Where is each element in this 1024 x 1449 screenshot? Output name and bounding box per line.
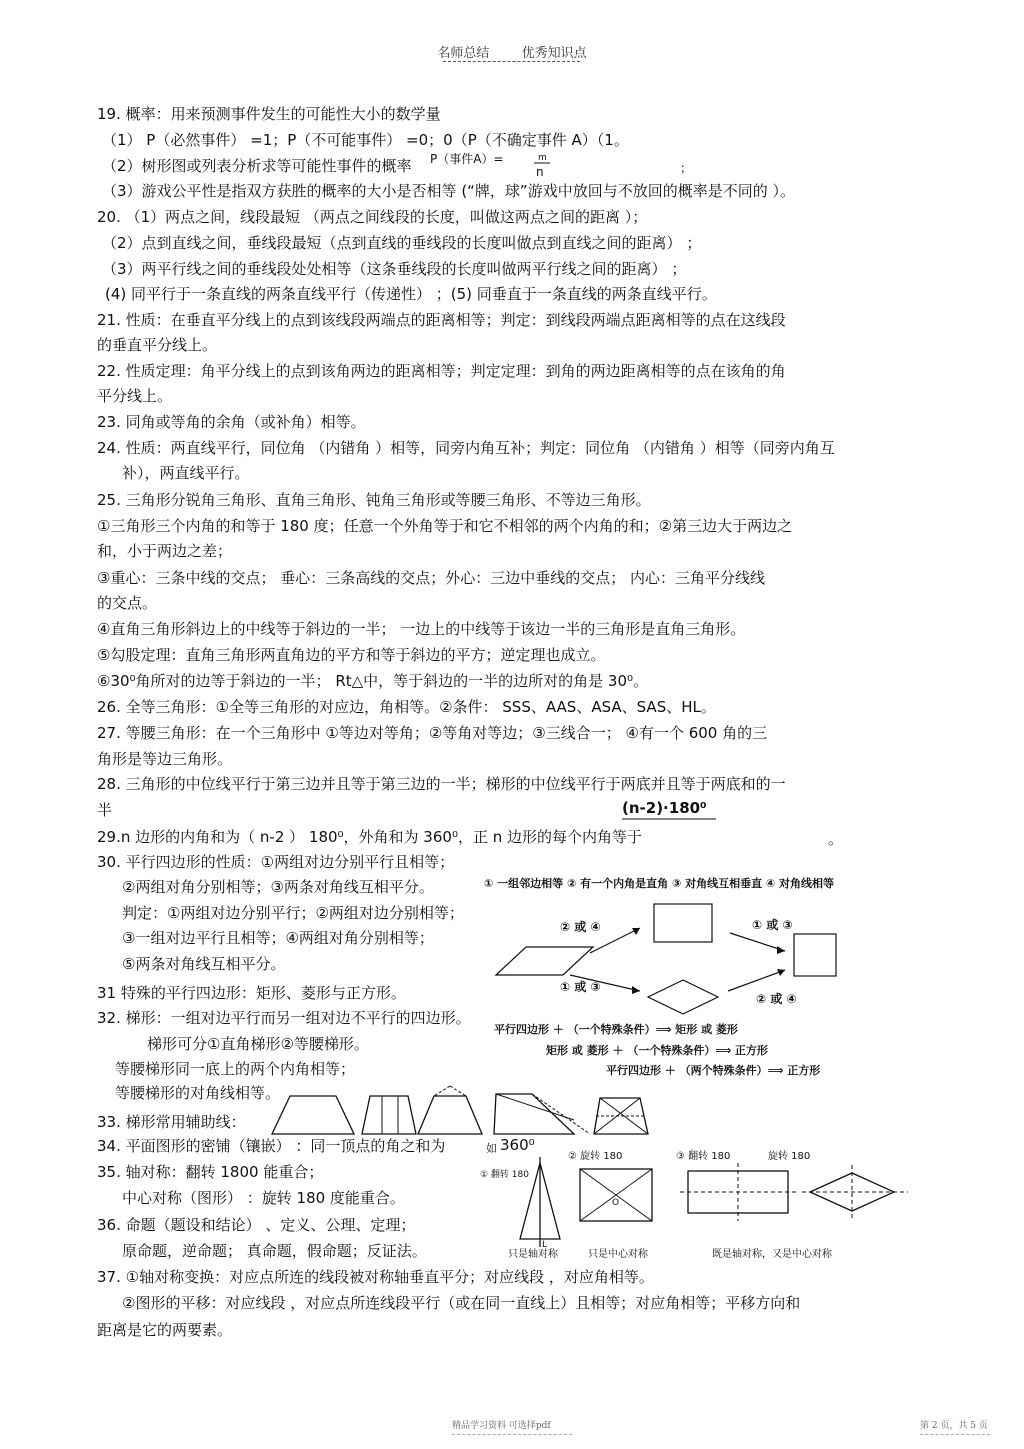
sym-label-1: 只是轴对称 <box>508 1249 558 1260</box>
footer-right: 第 2 页，共 5 页 <box>920 1421 988 1431</box>
text-line: 梯形可分①直角梯形②等腰梯形。 <box>147 1035 369 1053</box>
aux-line <box>496 1094 574 1120</box>
text-line: ③重心：三条中线的交点； 垂心：三条高线的交点；外心：三边中垂线的交点； 内心：三角平分线线 <box>97 569 765 587</box>
polygon-formula-text: (n-2)·180⁰ <box>622 799 707 817</box>
arrow-line <box>730 933 785 951</box>
text-line: 判定：①两组对边分别平行；②两组对边分别相等； <box>122 904 464 922</box>
quad-conditions-title: ① 一组邻边相等 ② 有一个内角是直角 ③ 对角线互相垂直 ④ 对角线相等 <box>484 877 835 890</box>
text-line: ④直角三角形斜边上的中线等于斜边的一半； 一边上的中线等于该边一半的三角形是直角三角形。 <box>97 620 746 638</box>
text-line: 22. 性质定理：角平分线上的点到该角两边的距离相等；判定定理：到角的两边距离相等的点在该角的角 <box>97 362 786 380</box>
text-line: 21. 性质：在垂直平分线上的点到该线段两端点的距离相等；判定：到线段两端点距离相等的点在这线段 <box>97 311 786 329</box>
header-rule <box>443 61 580 62</box>
quad-label-tr: ① 或 ③ <box>752 918 793 932</box>
probability-formula <box>430 148 693 182</box>
text-line: 的垂直平分线上。 <box>97 336 218 354</box>
quad-label-bl: ① 或 ③ <box>560 980 601 994</box>
text-line: ⑥30⁰角所对的边等于斜边的一半； Rt△中，等于斜边的一半的边所对的角是 30⁰。 <box>97 672 649 690</box>
text-line: 37. ①轴对称变换：对应点所连的线段被对称轴垂直平分；对应线段 ，对应角相等。 <box>97 1268 654 1286</box>
text-line: （2）点到直线之间，垂线段最短（点到直线的垂线段的长度叫做点到直线之间的距离） ； <box>102 234 702 252</box>
aux-line <box>434 1086 450 1096</box>
text-line: 20. （1）两点之间，线段最短 （两点之间线段的长度，叫做这两点之间的距离 ）； <box>97 208 648 226</box>
axis-label: L <box>542 1240 548 1250</box>
text-line: ②图形的平移：对应线段 ，对应点所连线段平行（或在同一直线上）且相等；对应角相等；平移方向和 <box>122 1294 801 1312</box>
text-line: 等腰梯形的对角线相等。 <box>115 1084 281 1102</box>
text-line: 24. 性质：两直线平行，同位角 （内错角 ）相等，同旁内角互补；判定：同位角 （内错角 ）相等（同旁内角互 <box>97 439 835 457</box>
footer-left: 精品学习资料 可选择pdf <box>452 1421 551 1431</box>
text-line: 半 <box>97 801 113 819</box>
text-line: 29.n 边形的内角和为（ n-2 ） 180⁰，外角和为 360⁰，正 n 边形的每个内角等于 <box>97 828 642 846</box>
rhombus-shape <box>648 980 718 1014</box>
text-line: ⑤勾股定理：直角三角形两直角边的平方和等于斜边的平方；逆定理也成立。 <box>97 646 606 664</box>
tiling-small-text: 如 <box>486 1142 497 1155</box>
trapezoid-shape <box>272 1096 354 1134</box>
text-line: (4) 同平行于一条直线的两条直线平行（传递性） ；(5) 同垂直于一条直线的两条直线平行。 <box>105 285 717 303</box>
text-line: 角形是等边三角形。 <box>97 750 233 768</box>
text-line: 26. 全等三角形：①全等三角形的对应边，角相等。②条件： SSS、AAS、ASA、SAS、HL。 <box>97 698 716 716</box>
quad-label-br: ② 或 ④ <box>756 992 797 1006</box>
footer-rule <box>452 1434 572 1435</box>
polygon-angle-formula <box>620 796 720 822</box>
quad-rule-2: 矩形 或 菱形 ＋ （一个特殊条件）⟹ 正方形 <box>546 1044 768 1057</box>
quad-label-tl: ② 或 ④ <box>560 920 601 934</box>
text-line: 30. 平行四边形的性质：①两组对边分别平行且相等； <box>97 853 455 871</box>
footer-rule <box>920 1434 990 1435</box>
text-line: 中心对称（图形） ：旋转 180 度能重合。 <box>122 1189 405 1207</box>
sym-label-2: 只是中心对称 <box>588 1249 648 1260</box>
sym-caption-1: ① 翻转 180 <box>480 1170 529 1180</box>
text-line: 35. 轴对称：翻转 1800 能重合； <box>97 1163 324 1181</box>
trapezoid-shape <box>418 1096 482 1134</box>
text-line: ③一组对边平行且相等；④两组对角分别相等； <box>122 929 434 947</box>
header-left: 名师总结 <box>437 46 490 61</box>
text-line: 31 特殊的平行四边形：矩形、菱形与正方形。 <box>97 984 406 1002</box>
aux-line <box>532 1094 590 1134</box>
square-shape <box>794 934 836 976</box>
text-line: 32. 梯形：一组对边平行而另一组对边不平行的四边形。 <box>97 1009 471 1027</box>
center-label: O <box>612 1198 620 1208</box>
tiling-angle: 360⁰ <box>500 1136 535 1154</box>
text-line: （2）树形图或列表分析求等可能性事件的概率 <box>102 157 412 175</box>
text-line: 原命题，逆命题； 真命题，假命题；反证法。 <box>122 1242 427 1260</box>
text-line: 25. 三角形分锐角三角形、直角三角形、钝角三角形或等腰三角形、不等边三角形。 <box>97 491 651 509</box>
sym-caption-3a: ③ 翻转 180 <box>676 1151 731 1162</box>
trapezoid-shape <box>494 1094 574 1134</box>
text-line: 27. 等腰三角形：在一个三角形中 ①等边对等角；②等角对等边；③三线合一； ④有一个 600 角的三 <box>97 724 768 742</box>
text-line: 补），两直线平行。 <box>122 464 250 482</box>
text-line: 平分线上。 <box>97 387 173 405</box>
header-right: 优秀知识点 <box>521 46 587 61</box>
quad-rule-3: 平行四边形 ＋ （两个特殊条件）⟹ 正方形 <box>606 1064 821 1077</box>
trapezoid-aux-figure <box>270 1090 670 1138</box>
text-line: ⑤两条对角线互相平分。 <box>122 955 286 973</box>
parallelogram-shape <box>496 947 593 975</box>
formula-label: P（事件A）= <box>430 152 504 166</box>
polygon-period: 。 <box>828 830 844 848</box>
sym-label-3: 既是轴对称，又是中心对称 <box>712 1249 832 1260</box>
quadrilateral-figure <box>480 873 905 1088</box>
text-line: ①三角形三个内角的和等于 180 度；任意一个外角等于和它不相邻的两个内角的和；②第三边大于两边之 <box>97 517 793 535</box>
text-line: 23. 同角或等角的余角（或补角）相等。 <box>97 413 366 431</box>
text-line: （1） P（必然事件） =1；P（不可能事件） =0；0（P（不确定事件 A）（1。 <box>102 131 629 149</box>
rectangle-shape <box>654 904 712 942</box>
arrow-head <box>632 986 640 994</box>
text-line: ②两组对角分别相等；③两条对角线互相平分。 <box>122 878 434 896</box>
text-line: 36. 命题（题设和结论） 、定义、公理、定理； <box>97 1216 416 1234</box>
arrow-line <box>728 970 785 991</box>
text-line: 距离是它的两要素。 <box>97 1321 233 1339</box>
text-line: 的交点。 <box>97 594 158 612</box>
sym-caption-2: ② 旋转 180 <box>568 1151 623 1162</box>
text-line: 和，小于两边之差； <box>97 542 233 560</box>
text-line: 34. 平面图形的密铺（镶嵌） ：同一顶点的角之和为 <box>97 1137 446 1155</box>
text-line: 等腰梯形同一底上的两个内角相等； <box>115 1060 356 1078</box>
formula-tail: ； <box>680 161 693 175</box>
page-header <box>0 42 1024 61</box>
formula-numerator: m <box>538 153 547 163</box>
trapezoid-shape <box>362 1096 416 1134</box>
symmetry-figure <box>480 1143 910 1263</box>
formula-denominator: n <box>536 165 544 179</box>
text-line: （3）游戏公平性是指双方获胜的概率的大小是否相等 (“牌，球”游戏中放回与不放回的概率是不同的 ）。 <box>102 182 795 200</box>
text-line: 33. 梯形常用辅助线： <box>97 1113 246 1131</box>
text-line: 28. 三角形的中位线平行于第三边并且等于第三边的一半；梯形的中位线平行于两底并且等于两底和的一 <box>97 775 786 793</box>
text-line: （3）两平行线之间的垂线段处处相等（这条垂线段的长度叫做两平行线之间的距离） ； <box>102 260 687 278</box>
sym-caption-3b: 旋转 180 <box>768 1151 811 1162</box>
quad-rule-1: 平行四边形 ＋ （一个特殊条件）⟹ 矩形 或 菱形 <box>494 1023 738 1036</box>
text-line: 19. 概率：用来预测事件发生的可能性大小的数学量 <box>97 105 441 123</box>
aux-line <box>450 1086 466 1096</box>
